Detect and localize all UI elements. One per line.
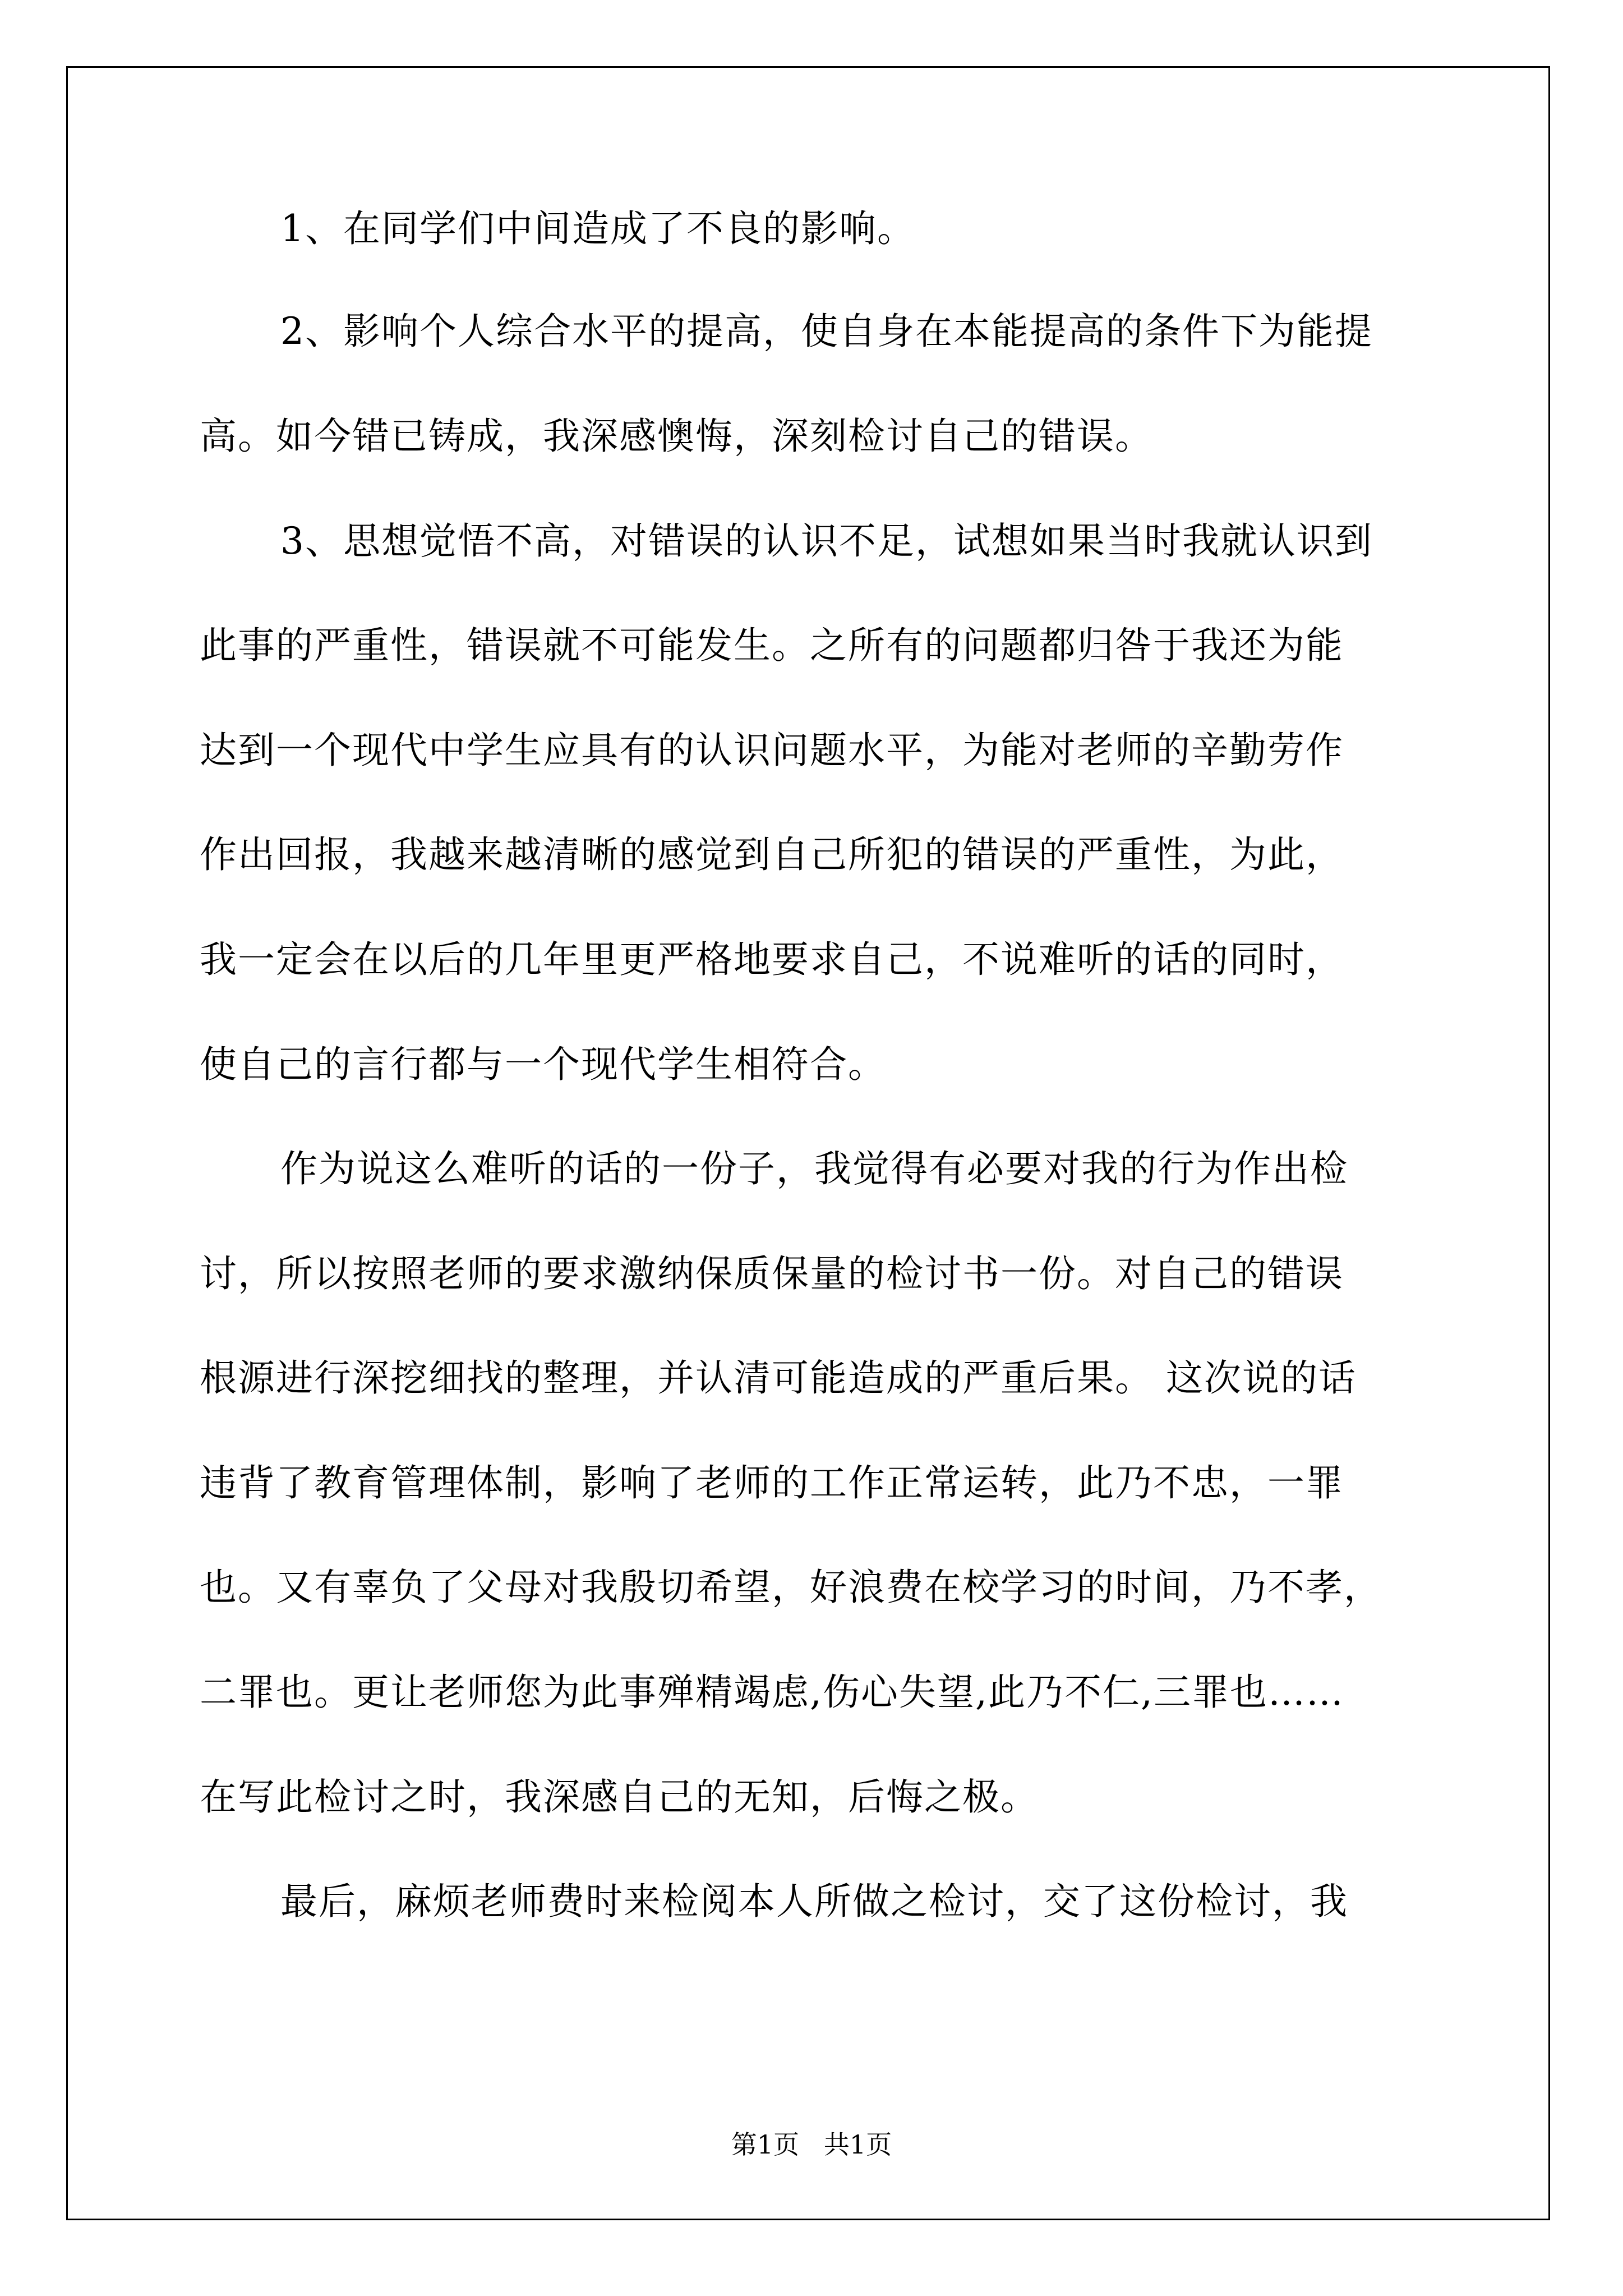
text-line: 3、思想觉悟不高，对错误的认识不足，试想如果当时我就认识到 (280, 519, 1373, 563)
text-line: 根源进行深挖细找的整理，并认清可能造成的严重后果。 这次说的话 (200, 1356, 1357, 1400)
text-line: 二罪也。更让老师您为此事殚精竭虑,伤心失望,此乃不仁,三罪也…… (200, 1671, 1344, 1714)
text-line: 1、在同学们中间造成了不良的影响。 (280, 207, 915, 250)
page-number-footer: 第1页 共1页 (731, 2129, 892, 2160)
text-line: 作出回报，我越来越清晰的感觉到自己所犯的错误的严重性，为此， (200, 833, 1344, 876)
text-line: 此事的严重性，错误就不可能发生。之所有的问题都归咎于我还为能 (200, 624, 1344, 667)
text-line: 违背了教育管理体制，影响了老师的工作正常运转，此乃不忠，一罪 (200, 1461, 1344, 1504)
text-line: 2、影响个人综合水平的提高，使自身在本能提高的条件下为能提 (280, 310, 1373, 353)
text-line: 我一定会在以后的几年里更严格地要求自己，不说难听的话的同时， (200, 938, 1344, 981)
text-line: 讨，所以按照老师的要求激纳保质保量的检讨书一份。对自己的错误 (200, 1252, 1344, 1295)
text-line: 也。又有辜负了父母对我殷切希望，好浪费在校学习的时间，乃不孝， (200, 1566, 1382, 1609)
text-line: 最后，麻烦老师费时来检阅本人所做之检讨，交了这份检讨，我 (280, 1880, 1348, 1923)
text-line: 作为说这么难听的话的一份子，我觉得有必要对我的行为作出检 (280, 1147, 1348, 1190)
text-line: 在写此检讨之时，我深感自己的无知，后悔之极。 (200, 1775, 1039, 1819)
text-line: 高。如今错已铸成，我深感懊悔，深刻检讨自己的错误。 (200, 415, 1153, 458)
text-line: 达到一个现代中学生应具有的认识问题水平，为能对老师的辛勤劳作 (200, 729, 1344, 772)
text-line: 使自己的言行都与一个现代学生相符合。 (200, 1043, 886, 1086)
